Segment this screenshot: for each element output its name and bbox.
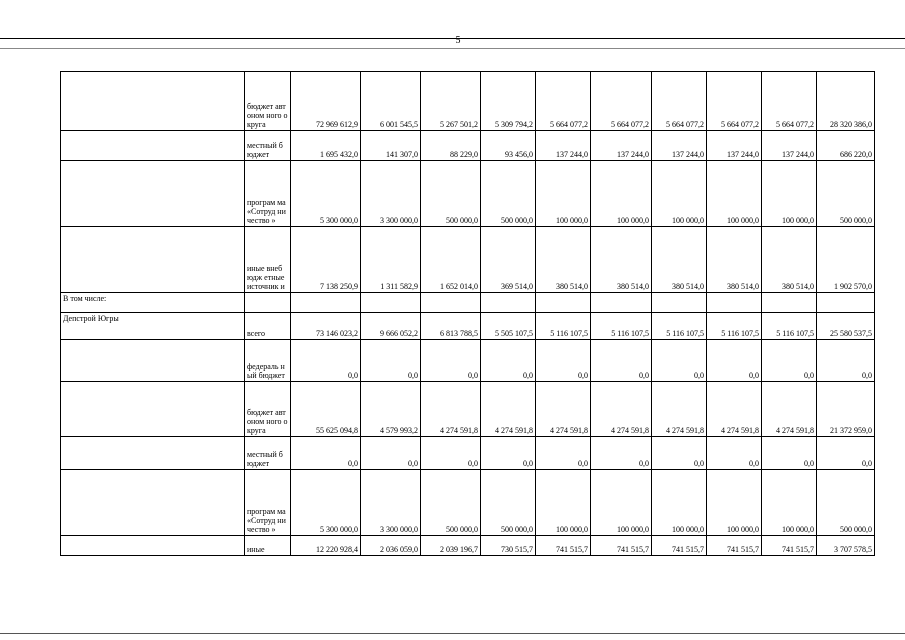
amount-cell: 0,0 (652, 437, 707, 470)
amount-cell: 5 300 000,0 (291, 161, 361, 227)
amount-cell: 1 311 582,9 (361, 227, 421, 293)
amount-cell: 100 000,0 (652, 161, 707, 227)
amount-cell: 6 001 545,5 (361, 72, 421, 131)
amount-cell: 0,0 (652, 340, 707, 382)
table-row (61, 72, 875, 131)
amount-cell: 380 514,0 (707, 227, 762, 293)
amount-cell: 0,0 (421, 437, 481, 470)
amount-cell: 500 000,0 (817, 470, 875, 536)
amount-cell: 5 116 107,5 (707, 313, 762, 340)
amount-cell (817, 293, 875, 313)
amount-cell: 0,0 (536, 340, 591, 382)
funding-source-cell: програм ма «Сотруд ничество » (245, 470, 291, 536)
amount-cell: 4 274 591,8 (481, 382, 536, 437)
amount-cell: 0,0 (762, 437, 817, 470)
table-row (61, 227, 875, 293)
amount-cell: 500 000,0 (481, 161, 536, 227)
amount-cell: 100 000,0 (707, 161, 762, 227)
funding-source-cell: местный бюджет (245, 437, 291, 470)
funding-source-cell: програм ма «Сотруд ничество » (245, 161, 291, 227)
amount-cell: 28 320 386,0 (817, 72, 875, 131)
amount-cell: 741 515,7 (536, 536, 591, 556)
amount-cell: 5 664 077,2 (707, 72, 762, 131)
amount-cell: 100 000,0 (591, 161, 652, 227)
funding-source-cell: бюджет автоном ного округа (245, 382, 291, 437)
funding-source-cell: местный бюджет (245, 131, 291, 161)
amount-cell: 137 244,0 (762, 131, 817, 161)
amount-cell: 0,0 (536, 437, 591, 470)
program-name-cell (61, 536, 245, 556)
amount-cell: 369 514,0 (481, 227, 536, 293)
amount-cell: 5 116 107,5 (762, 313, 817, 340)
footer-rule (0, 633, 905, 634)
amount-cell (536, 293, 591, 313)
amount-cell: 5 116 107,5 (536, 313, 591, 340)
amount-cell: 5 664 077,2 (652, 72, 707, 131)
funding-source-cell: бюджет автоном ного округа (245, 72, 291, 131)
amount-cell: 0,0 (481, 437, 536, 470)
amount-cell: 6 813 788,5 (421, 313, 481, 340)
amount-cell: 741 515,7 (591, 536, 652, 556)
amount-cell (421, 293, 481, 313)
amount-cell: 4 274 591,8 (652, 382, 707, 437)
amount-cell: 2 039 196,7 (421, 536, 481, 556)
amount-cell: 5 664 077,2 (591, 72, 652, 131)
table-row (61, 131, 875, 161)
amount-cell: 741 515,7 (762, 536, 817, 556)
table-row (61, 470, 875, 536)
amount-cell (591, 293, 652, 313)
amount-cell: 100 000,0 (536, 161, 591, 227)
budget-table (60, 71, 875, 556)
program-name-cell (61, 161, 245, 227)
amount-cell: 5 664 077,2 (762, 72, 817, 131)
amount-cell: 3 707 578,5 (817, 536, 875, 556)
amount-cell: 0,0 (817, 340, 875, 382)
program-name-cell (61, 227, 245, 293)
amount-cell: 5 116 107,5 (652, 313, 707, 340)
amount-cell: 0,0 (361, 340, 421, 382)
amount-cell: 100 000,0 (762, 161, 817, 227)
amount-cell: 4 274 591,8 (707, 382, 762, 437)
table-row (61, 437, 875, 470)
amount-cell (762, 293, 817, 313)
table-body (61, 72, 875, 556)
amount-cell: 137 244,0 (536, 131, 591, 161)
amount-cell: 3 300 000,0 (361, 161, 421, 227)
amount-cell: 12 220 928,4 (291, 536, 361, 556)
funding-source-cell (245, 293, 291, 313)
amount-cell: 4 274 591,8 (591, 382, 652, 437)
amount-cell: 380 514,0 (652, 227, 707, 293)
amount-cell: 741 515,7 (652, 536, 707, 556)
amount-cell (707, 293, 762, 313)
amount-cell: 93 456,0 (481, 131, 536, 161)
amount-cell: 141 307,0 (361, 131, 421, 161)
amount-cell: 7 138 250,9 (291, 227, 361, 293)
amount-cell: 72 969 612,9 (291, 72, 361, 131)
amount-cell: 686 220,0 (817, 131, 875, 161)
table-row (61, 313, 875, 340)
amount-cell: 0,0 (481, 340, 536, 382)
amount-cell: 4 579 993,2 (361, 382, 421, 437)
amount-cell: 500 000,0 (817, 161, 875, 227)
amount-cell: 4 274 591,8 (762, 382, 817, 437)
amount-cell: 100 000,0 (707, 470, 762, 536)
amount-cell: 1 652 014,0 (421, 227, 481, 293)
amount-cell: 4 274 591,8 (536, 382, 591, 437)
amount-cell: 5 505 107,5 (481, 313, 536, 340)
amount-cell: 0,0 (591, 340, 652, 382)
amount-cell: 5 664 077,2 (536, 72, 591, 131)
amount-cell: 9 666 052,2 (361, 313, 421, 340)
amount-cell (291, 293, 361, 313)
amount-cell: 5 267 501,2 (421, 72, 481, 131)
amount-cell: 55 625 094,8 (291, 382, 361, 437)
funding-source-cell: всего (245, 313, 291, 340)
program-name-cell (61, 340, 245, 382)
amount-cell: 0,0 (817, 437, 875, 470)
amount-cell: 0,0 (762, 340, 817, 382)
table-row (61, 161, 875, 227)
header-rule-secondary (0, 48, 905, 49)
funding-source-cell: федераль ный бюджет (245, 340, 291, 382)
amount-cell: 1 695 432,0 (291, 131, 361, 161)
amount-cell: 380 514,0 (762, 227, 817, 293)
amount-cell: 741 515,7 (707, 536, 762, 556)
amount-cell: 137 244,0 (652, 131, 707, 161)
amount-cell: 88 229,0 (421, 131, 481, 161)
amount-cell: 137 244,0 (591, 131, 652, 161)
table-row (61, 382, 875, 437)
amount-cell: 500 000,0 (421, 161, 481, 227)
table-row (61, 293, 875, 313)
page-number: 5 (455, 35, 461, 46)
amount-cell: 5 300 000,0 (291, 470, 361, 536)
amount-cell: 0,0 (291, 340, 361, 382)
funding-source-cell: иные (245, 536, 291, 556)
amount-cell: 500 000,0 (421, 470, 481, 536)
amount-cell: 3 300 000,0 (361, 470, 421, 536)
amount-cell: 137 244,0 (707, 131, 762, 161)
amount-cell: 500 000,0 (481, 470, 536, 536)
amount-cell: 73 146 023,2 (291, 313, 361, 340)
amount-cell: 0,0 (707, 437, 762, 470)
amount-cell: 730 515,7 (481, 536, 536, 556)
program-name-cell: В том числе: (61, 293, 245, 313)
table-row (61, 340, 875, 382)
program-name-cell: Депстрой Югры (61, 313, 245, 340)
amount-cell: 5 309 794,2 (481, 72, 536, 131)
program-name-cell (61, 131, 245, 161)
amount-cell: 25 580 537,5 (817, 313, 875, 340)
amount-cell: 2 036 059,0 (361, 536, 421, 556)
amount-cell: 100 000,0 (536, 470, 591, 536)
amount-cell: 380 514,0 (591, 227, 652, 293)
program-name-cell (61, 382, 245, 437)
table-row (61, 536, 875, 556)
amount-cell: 100 000,0 (652, 470, 707, 536)
amount-cell: 0,0 (591, 437, 652, 470)
amount-cell (481, 293, 536, 313)
funding-source-cell: иные внебюдж етные источник и (245, 227, 291, 293)
program-name-cell (61, 470, 245, 536)
amount-cell: 4 274 591,8 (421, 382, 481, 437)
amount-cell: 100 000,0 (591, 470, 652, 536)
amount-cell: 5 116 107,5 (591, 313, 652, 340)
amount-cell (652, 293, 707, 313)
amount-cell: 1 902 570,0 (817, 227, 875, 293)
amount-cell: 0,0 (361, 437, 421, 470)
amount-cell: 0,0 (291, 437, 361, 470)
program-name-cell (61, 437, 245, 470)
program-name-cell (61, 72, 245, 131)
amount-cell (361, 293, 421, 313)
amount-cell: 380 514,0 (536, 227, 591, 293)
amount-cell: 21 372 959,0 (817, 382, 875, 437)
amount-cell: 0,0 (421, 340, 481, 382)
amount-cell: 100 000,0 (762, 470, 817, 536)
amount-cell: 0,0 (707, 340, 762, 382)
